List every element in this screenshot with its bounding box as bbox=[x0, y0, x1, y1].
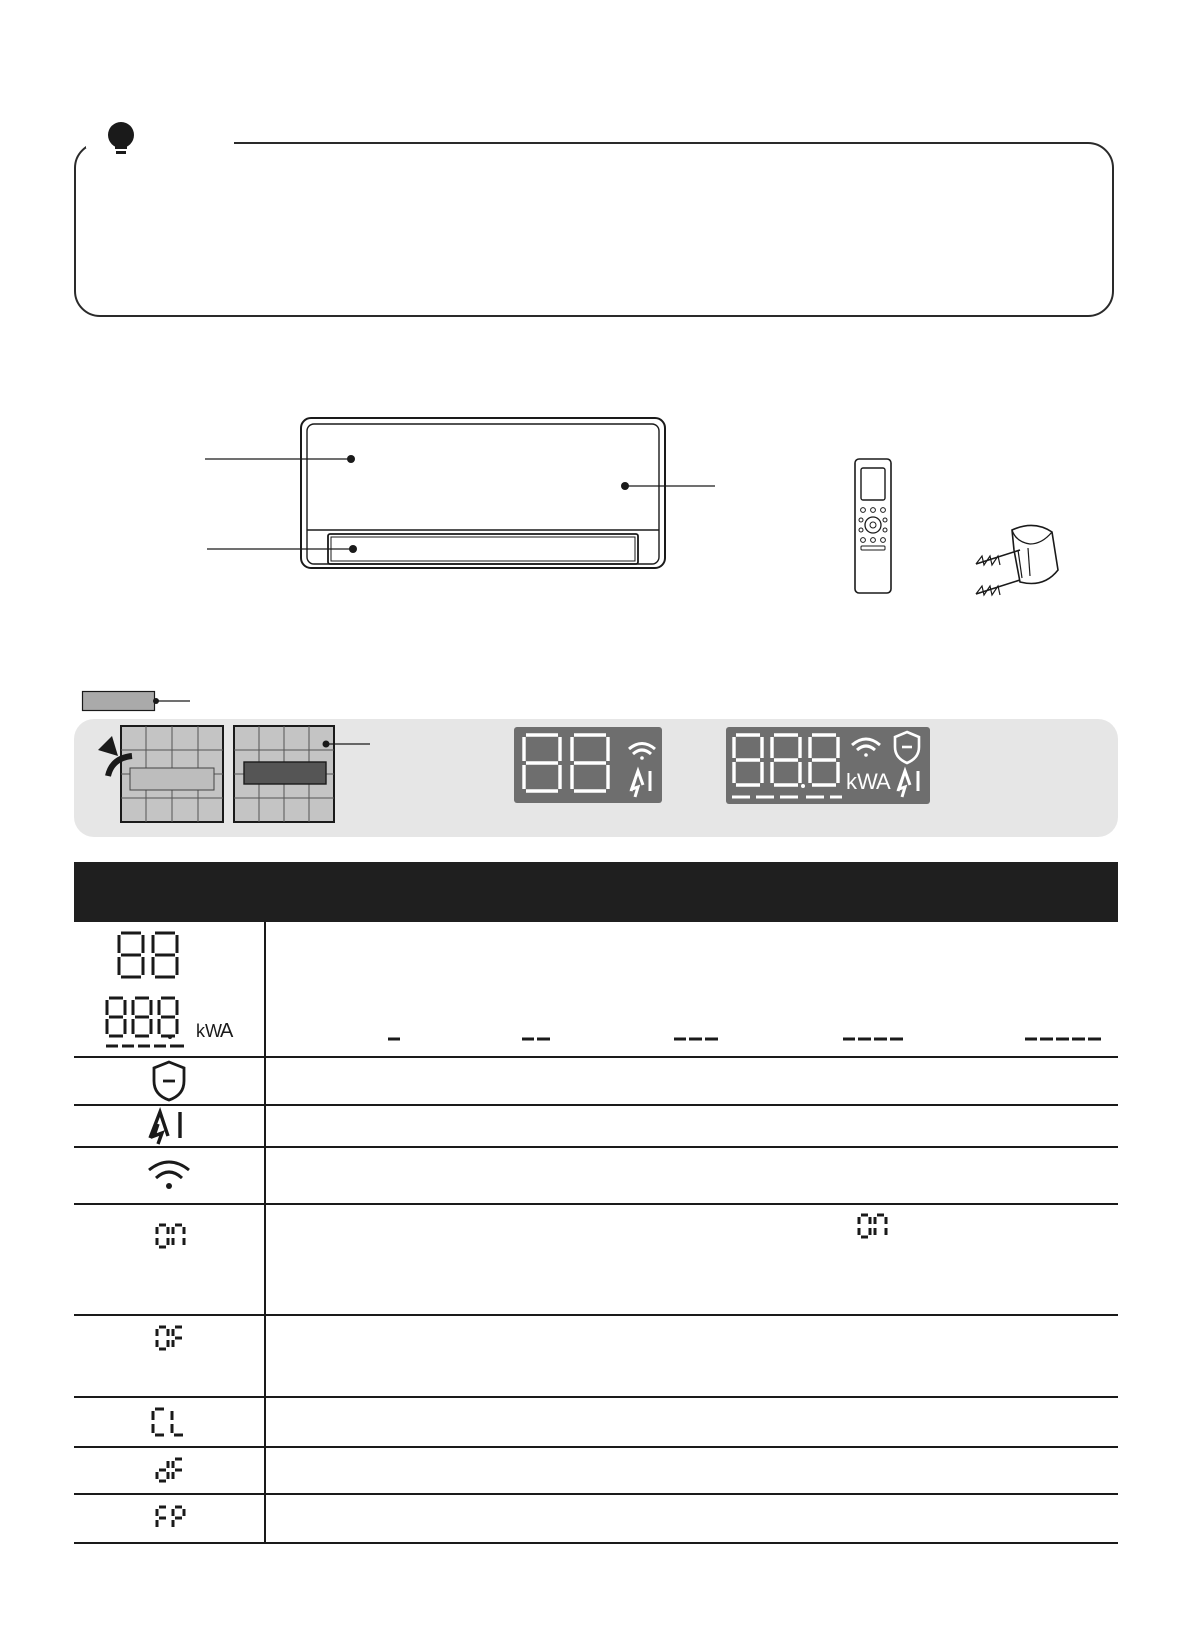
remote-holder-icon bbox=[972, 520, 1072, 606]
table-row-divider bbox=[74, 1104, 1118, 1106]
dash-level-2 bbox=[522, 1036, 552, 1042]
of-code-icon bbox=[154, 1324, 190, 1354]
lightbulb-icon bbox=[105, 121, 137, 155]
ai-icon bbox=[146, 1108, 194, 1144]
row-unit-kw: kW bbox=[196, 1021, 222, 1041]
on-code-inline-icon bbox=[856, 1212, 892, 1242]
dash-level-1 bbox=[388, 1036, 402, 1042]
fp-code-icon bbox=[154, 1504, 190, 1534]
df-code-icon bbox=[154, 1456, 190, 1486]
table-row-divider bbox=[74, 1146, 1118, 1148]
dash-level-5 bbox=[1025, 1036, 1103, 1042]
dash-level-3 bbox=[674, 1036, 720, 1042]
table-column-divider bbox=[264, 922, 266, 1544]
table-row-divider bbox=[74, 1396, 1118, 1398]
filter-tag bbox=[82, 691, 192, 711]
wifi-icon bbox=[147, 1156, 191, 1192]
indoor-unit-diagram bbox=[195, 410, 715, 580]
table-header bbox=[74, 862, 1118, 922]
remote-control-icon bbox=[854, 458, 892, 594]
row-unit-a: A bbox=[220, 1020, 234, 1042]
unit-kw: kW bbox=[846, 769, 878, 794]
table-row-divider bbox=[74, 1542, 1118, 1544]
table-row-divider bbox=[74, 1314, 1118, 1316]
table-row-divider bbox=[74, 1203, 1118, 1205]
table-row-divider bbox=[74, 1446, 1118, 1448]
on-code-icon bbox=[154, 1222, 190, 1252]
display-panel-large bbox=[726, 727, 930, 804]
dash-level-4 bbox=[843, 1036, 905, 1042]
filter-panel-left bbox=[90, 724, 226, 824]
note-box bbox=[74, 142, 1114, 317]
unit-a: A bbox=[876, 769, 891, 794]
table-icon-88 bbox=[116, 930, 182, 982]
shield-minus-icon bbox=[152, 1060, 186, 1102]
table-icon-88-8-kwa bbox=[104, 995, 244, 1049]
filter-panel-right bbox=[232, 724, 372, 824]
table-row-divider bbox=[74, 1056, 1118, 1058]
display-panel-small bbox=[514, 727, 662, 803]
cl-code-icon bbox=[150, 1406, 190, 1440]
table-row-divider bbox=[74, 1493, 1118, 1495]
